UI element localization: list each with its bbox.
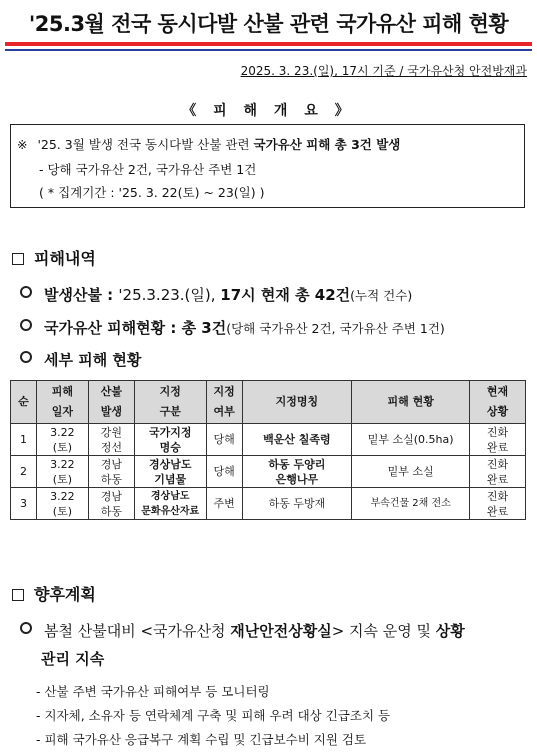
title-underline-red <box>5 42 532 46</box>
cell-date: 3.22 (토) <box>36 488 88 520</box>
page-title: '25.3월 전국 동시다발 산불 관련 국가유산 피해 현황 <box>28 12 509 36</box>
cell-no: 3 <box>11 488 37 520</box>
table-row <box>11 424 526 456</box>
col-header: 피해 현황 <box>352 381 470 424</box>
bullet-detail: 세부 피해 현황 <box>20 349 141 370</box>
damage-table <box>10 380 526 520</box>
plan-main-line-1: 봄철 산불대비 <국가유산청 재난안전상황실> 지속 운영 및 상황 <box>20 620 465 641</box>
summary-line-1-prefix: '25. 3월 발생 전국 동시다발 산불 관련 <box>37 137 254 152</box>
bullet-fire-count: 발생산불 : '25.3.23.(일), 17시 현재 총 42건(누적 건수) <box>20 284 412 305</box>
plan-main-line-2: 관리 지속 <box>41 650 105 668</box>
cell-scope: 당해 <box>206 456 242 488</box>
plan-item-1: - 산불 주변 국가유산 피해여부 등 모니터링 <box>36 684 270 699</box>
cell-date: 3.22 (토) <box>36 424 88 456</box>
plan-item-2: - 지자체, 소유자 등 연락체계 구축 및 피해 우려 대상 긴급조치 등 <box>36 708 391 723</box>
damage-section-title: 피해내역 <box>12 246 96 269</box>
table-row <box>11 488 526 520</box>
title-underline-blue <box>5 49 532 51</box>
cell-status: 진화 완료 <box>470 488 526 520</box>
cell-no: 2 <box>11 456 37 488</box>
col-header: 지정 여부 <box>206 381 242 424</box>
summary-box <box>10 124 525 208</box>
plan-section-title: 향후계획 <box>12 582 96 605</box>
cell-designation: 국가지정 명승 <box>134 424 206 456</box>
table-header-row <box>11 381 526 424</box>
date-line: 2025. 3. 23.(일), 17시 기준 / 국가유산청 안전방재과 <box>240 64 527 78</box>
square-bullet-icon <box>12 589 24 601</box>
col-header: 지정명칭 <box>242 381 352 424</box>
cell-designation: 경상남도 문화유산자료 <box>134 488 206 520</box>
summary-heading: 《 피 해 개 요 》 <box>182 103 355 119</box>
note-marker: ※ <box>17 137 28 152</box>
circle-bullet-icon <box>20 286 32 298</box>
cell-region: 경남 하동 <box>88 456 134 488</box>
cell-scope: 주변 <box>206 488 242 520</box>
plan-item-3: - 피해 국가유산 응급복구 계획 수립 및 긴급보수비 지원 검토 <box>36 732 367 747</box>
circle-bullet-icon <box>20 622 32 634</box>
cell-name: 하동 두양리 은행나무 <box>242 456 352 488</box>
cell-name: 백운산 칠족령 <box>242 424 352 456</box>
col-header: 순 <box>11 381 37 424</box>
circle-bullet-icon <box>20 351 32 363</box>
circle-bullet-icon <box>20 319 32 331</box>
summary-line-3: ( * 집계기간 : '25. 3. 22(토) ~ 23(일) ) <box>39 185 265 200</box>
bullet-heritage-damage: 국가유산 피해현황 : 총 3건(당해 국가유산 2건, 국가유산 주변 1건) <box>20 317 445 338</box>
cell-damage: 밑부 소실 <box>352 456 470 488</box>
cell-region: 강원 정선 <box>88 424 134 456</box>
cell-scope: 당해 <box>206 424 242 456</box>
col-header: 현재 상황 <box>470 381 526 424</box>
cell-designation: 경상남도 기념물 <box>134 456 206 488</box>
summary-line-1 <box>17 135 400 153</box>
cell-region: 경남 하동 <box>88 488 134 520</box>
col-header: 피해 일자 <box>36 381 88 424</box>
square-bullet-icon <box>12 253 24 265</box>
col-header: 지정 구분 <box>134 381 206 424</box>
summary-line-1-bold: 국가유산 피해 총 3건 발생 <box>253 137 401 152</box>
table-row <box>11 456 526 488</box>
cell-status: 진화 완료 <box>470 456 526 488</box>
cell-status: 진화 완료 <box>470 424 526 456</box>
summary-line-2: - 당해 국가유산 2건, 국가유산 주변 1건 <box>39 162 257 177</box>
cell-damage: 밑부 소실(0.5ha) <box>352 424 470 456</box>
cell-no: 1 <box>11 424 37 456</box>
cell-date: 3.22 (토) <box>36 456 88 488</box>
col-header: 산불 발생 <box>88 381 134 424</box>
cell-name: 하동 두방재 <box>242 488 352 520</box>
cell-damage: 부속건물 2채 전소 <box>352 488 470 520</box>
